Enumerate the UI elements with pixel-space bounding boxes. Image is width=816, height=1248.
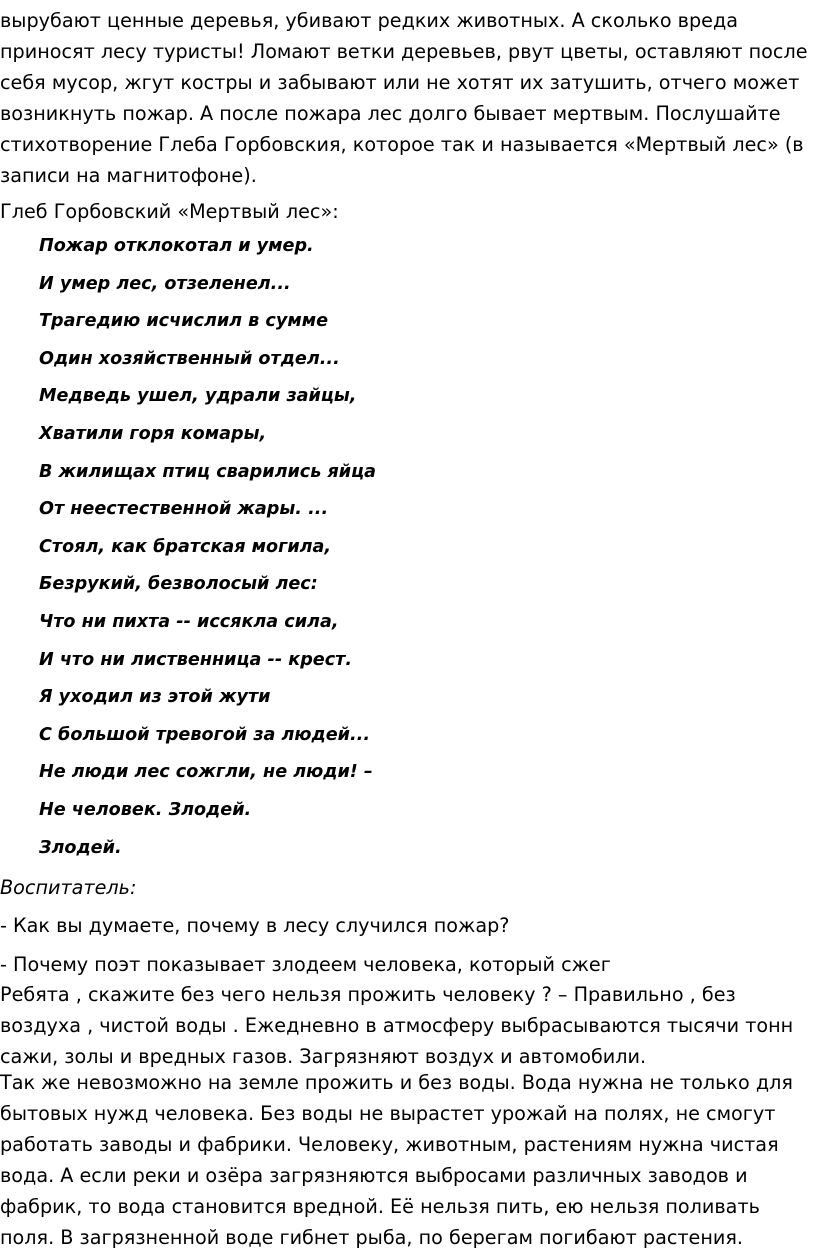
poem-line: Не люди лес сожгли, не люди! – <box>39 762 373 783</box>
poem <box>39 232 376 871</box>
water-line: поля. В загрязненной воде гибнет рыба, по берегам погибают растения. <box>0 1226 744 1248</box>
poem-line: От неестественной жары. ... <box>39 499 329 520</box>
poem-line: Пожар отклокотал и умер. <box>39 236 314 256</box>
poem-line: Что ни пихта -- иссякла сила, <box>39 611 339 632</box>
intro-line: возникнуть пожар. А после пожара лес долго бывает мертвым. Послушайте <box>0 102 781 125</box>
poem-line: И умер лес, отзеленел... <box>39 273 291 294</box>
speaker-label: Воспитатель: <box>0 876 137 899</box>
question-2: - Почему поэт показывает злодеем человека, который сжег <box>0 953 611 976</box>
poem-line: Трагедию исчислил в сумме <box>39 311 329 332</box>
air-line: Ребята , скажите без чего нельзя прожить человеку ? – Правильно , без <box>0 983 736 1006</box>
poem-line: Медведь ушел, удрали зайцы, <box>39 386 357 407</box>
intro-line: себя мусор, жгут костры и забывают или не хотят их затушить, отчего может <box>0 71 800 94</box>
poem-line: Злодей. <box>39 837 122 858</box>
intro-line: вырубают ценные деревья, убивают редких животных. А сколько вреда <box>0 9 738 32</box>
poem-line: Стоял, как братская могила, <box>39 536 332 557</box>
poem-title: Глеб Горбовский «Мертвый лес»: <box>0 200 339 223</box>
poem-line: Хватили горя комары, <box>39 423 267 444</box>
air-line: воздуха , чистой воды . Ежедневно в атмосферу выбрасываются тысячи тонн <box>0 1014 794 1037</box>
air-paragraph <box>0 979 814 1072</box>
water-line: Так же невозможно на земле прожить и без воды. Вода нужна не только для <box>0 1071 793 1094</box>
water-line: бытовых нужд человека. Без воды не вырастет урожай на полях, не смогут <box>0 1102 776 1125</box>
water-line: фабрик, то вода становится вредной. Её нельзя пить, ею нельзя поливать <box>0 1195 760 1218</box>
poem-line: В жилищах птиц сварились яйца <box>39 461 377 482</box>
water-line: работать заводы и фабрики. Человеку, животным, растениям нужна чистая <box>0 1133 779 1156</box>
intro-line: стихотворение Глеба Горбовския, которое так и называется «Мертвый лес» (в <box>0 133 804 156</box>
intro-line: приносят лесу туристы! Ломают ветки деревьев, рвут цветы, оставляют после <box>0 40 808 63</box>
water-line: вода. А если реки и озёра загрязняются выбросами различных заводов и <box>0 1164 748 1187</box>
poem-line: И что ни лиственница -- крест. <box>39 649 353 670</box>
poem-line: Я уходил из этой жути <box>39 687 271 708</box>
poem-line: Не человек. Злодей. <box>39 799 252 820</box>
question-1: - Как вы думаете, почему в лесу случился пожар? <box>0 914 510 937</box>
water-paragraph <box>0 1067 814 1248</box>
poem-line: С большой тревогой за людей... <box>39 724 371 745</box>
poem-line: Один хозяйственный отдел... <box>39 348 340 369</box>
air-line: сажи, золы и вредных газов. Загрязняют воздух и автомобили. <box>0 1045 647 1068</box>
intro-paragraph <box>0 5 814 191</box>
poem-line: Безрукий, безволосый лес: <box>39 574 318 595</box>
intro-line: записи на магнитофоне). <box>0 164 257 187</box>
